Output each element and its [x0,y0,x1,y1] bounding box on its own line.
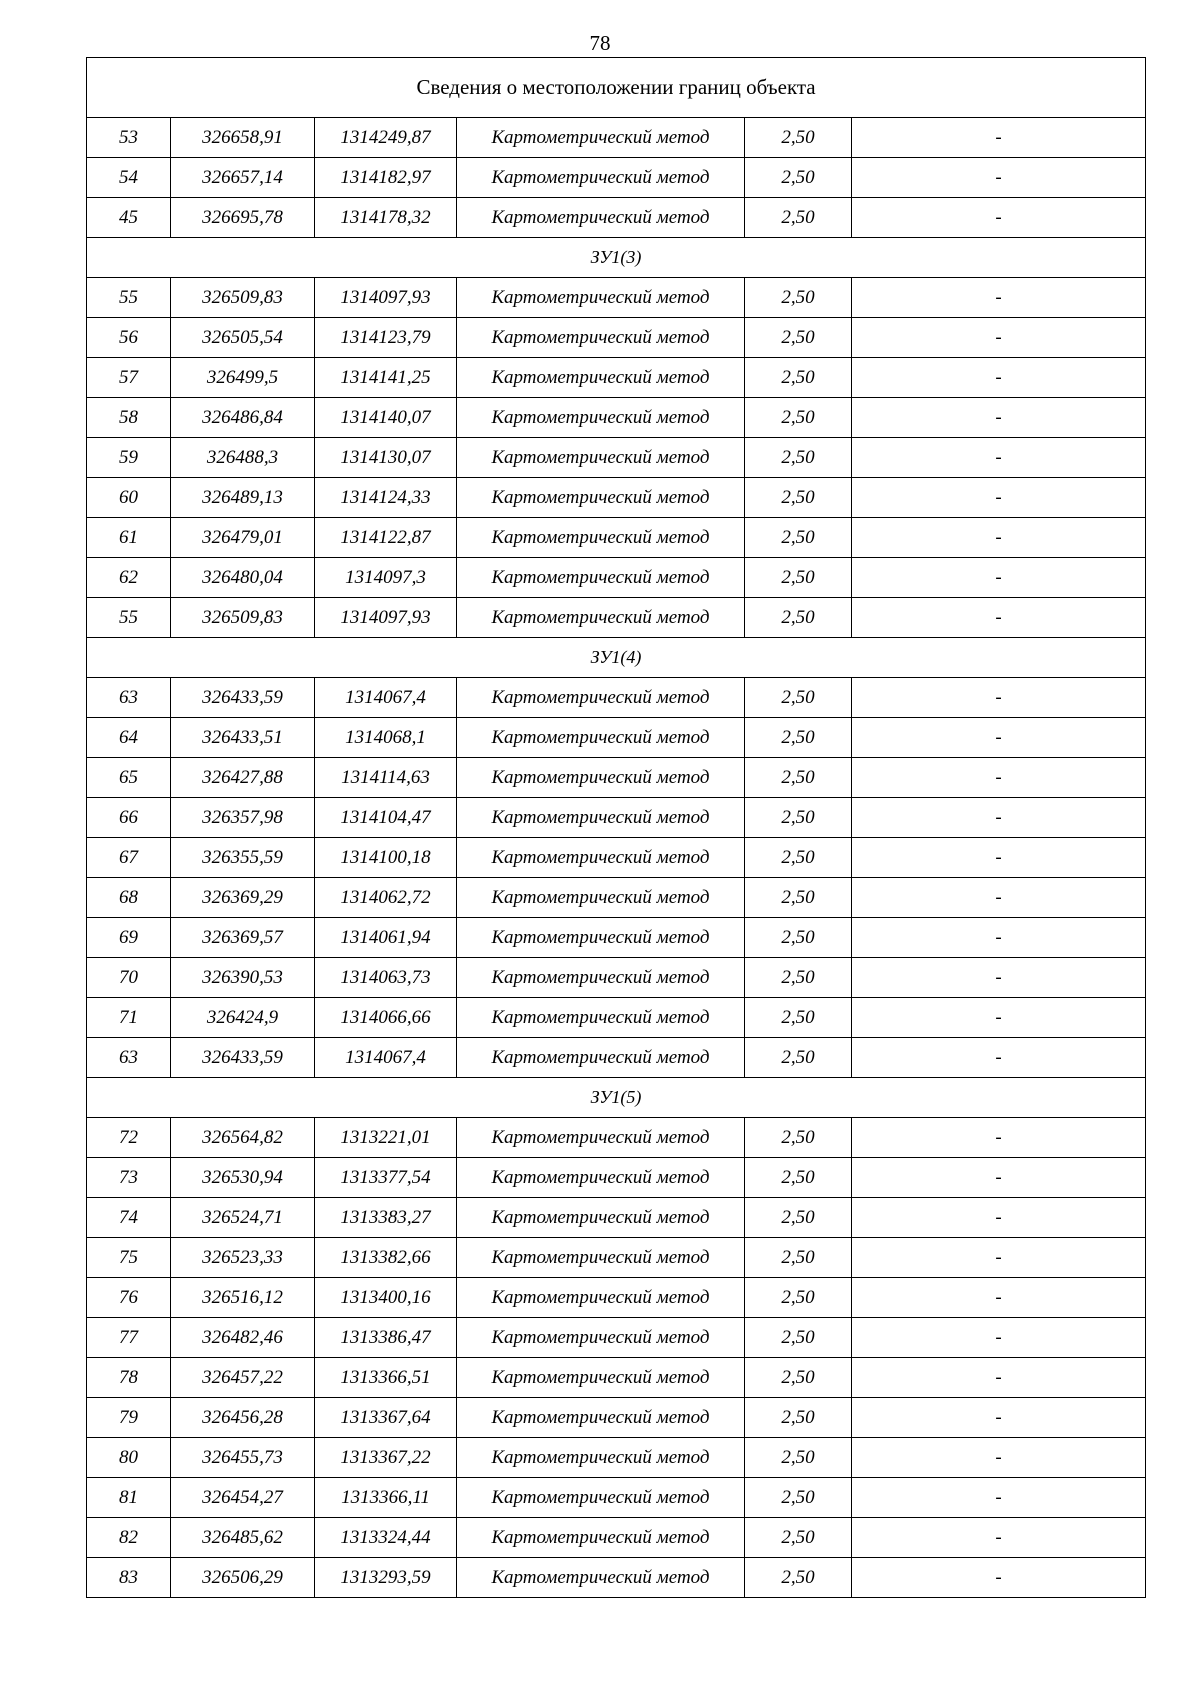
point-number-cell: 77 [87,1318,171,1358]
accuracy-cell: 2,50 [745,118,852,158]
coord-y-cell: 1313367,22 [315,1438,457,1478]
accuracy-cell: 2,50 [745,718,852,758]
method-cell: Картометрический метод [457,358,745,398]
description-cell: - [852,918,1146,958]
table-row [87,398,1146,438]
description-cell: - [852,1478,1146,1518]
point-number-cell: 66 [87,798,171,838]
table-row [87,358,1146,398]
coord-x-cell: 326390,53 [171,958,315,998]
description-cell: - [852,118,1146,158]
table-row [87,1118,1146,1158]
method-cell: Картометрический метод [457,958,745,998]
description-cell: - [852,1318,1146,1358]
coord-x-cell: 326369,57 [171,918,315,958]
coord-y-cell: 1314068,1 [315,718,457,758]
table-row [87,798,1146,838]
table-row [87,758,1146,798]
coord-x-cell: 326499,5 [171,358,315,398]
description-cell: - [852,278,1146,318]
coord-x-cell: 326433,59 [171,678,315,718]
method-cell: Картометрический метод [457,1038,745,1078]
description-cell: - [852,878,1146,918]
point-number-cell: 65 [87,758,171,798]
method-cell: Картометрический метод [457,1438,745,1478]
accuracy-cell: 2,50 [745,1398,852,1438]
table-row [87,1038,1146,1078]
table-row [87,598,1146,638]
coord-y-cell: 1314114,63 [315,758,457,798]
coord-y-cell: 1314066,66 [315,998,457,1038]
point-number-cell: 82 [87,1518,171,1558]
point-number-cell: 75 [87,1238,171,1278]
coord-y-cell: 1314123,79 [315,318,457,358]
method-cell: Картометрический метод [457,878,745,918]
method-cell: Картометрический метод [457,1198,745,1238]
table-row [87,918,1146,958]
coord-y-cell: 1313221,01 [315,1118,457,1158]
accuracy-cell: 2,50 [745,998,852,1038]
table-row [87,1158,1146,1198]
point-number-cell: 70 [87,958,171,998]
boundary-table [86,57,1146,1598]
point-number-cell: 68 [87,878,171,918]
table-row [87,1358,1146,1398]
coord-y-cell: 1314097,93 [315,598,457,638]
point-number-cell: 74 [87,1198,171,1238]
accuracy-cell: 2,50 [745,598,852,638]
table-row [87,1278,1146,1318]
method-cell: Картометрический метод [457,598,745,638]
coord-x-cell: 326357,98 [171,798,315,838]
point-number-cell: 62 [87,558,171,598]
method-cell: Картометрический метод [457,678,745,718]
coord-x-cell: 326479,01 [171,518,315,558]
method-cell: Картометрический метод [457,1238,745,1278]
method-cell: Картометрический метод [457,1158,745,1198]
coord-y-cell: 1313366,11 [315,1478,457,1518]
description-cell: - [852,1278,1146,1318]
accuracy-cell: 2,50 [745,878,852,918]
description-cell: - [852,1158,1146,1198]
method-cell: Картометрический метод [457,1358,745,1398]
accuracy-cell: 2,50 [745,318,852,358]
coord-y-cell: 1314067,4 [315,678,457,718]
table-row [87,1518,1146,1558]
accuracy-cell: 2,50 [745,958,852,998]
description-cell: - [852,1438,1146,1478]
coord-y-cell: 1314100,18 [315,838,457,878]
table-row [87,878,1146,918]
method-cell: Картометрический метод [457,198,745,238]
coord-x-cell: 326657,14 [171,158,315,198]
description-cell: - [852,558,1146,598]
point-number-cell: 79 [87,1398,171,1438]
description-cell: - [852,798,1146,838]
accuracy-cell: 2,50 [745,758,852,798]
accuracy-cell: 2,50 [745,438,852,478]
page-number: 78 [589,31,611,55]
coord-y-cell: 1314062,72 [315,878,457,918]
method-cell: Картометрический метод [457,918,745,958]
description-cell: - [852,958,1146,998]
method-cell: Картометрический метод [457,718,745,758]
coord-y-cell: 1314140,07 [315,398,457,438]
point-number-cell: 60 [87,478,171,518]
table-title: Сведения о местоположении границ объекта [87,58,1146,118]
method-cell: Картометрический метод [457,1318,745,1358]
coord-x-cell: 326530,94 [171,1158,315,1198]
table-row [87,1558,1146,1598]
description-cell: - [852,758,1146,798]
description-cell: - [852,1398,1146,1438]
point-number-cell: 80 [87,1438,171,1478]
section-row [87,238,1146,278]
coord-x-cell: 326433,59 [171,1038,315,1078]
description-cell: - [852,318,1146,358]
accuracy-cell: 2,50 [745,478,852,518]
description-cell: - [852,478,1146,518]
table-body [87,58,1146,1598]
table-row [87,118,1146,158]
method-cell: Картометрический метод [457,398,745,438]
method-cell: Картометрический метод [457,1518,745,1558]
method-cell: Картометрический метод [457,1558,745,1598]
coord-x-cell: 326456,28 [171,1398,315,1438]
coord-x-cell: 326505,54 [171,318,315,358]
table-row [87,998,1146,1038]
method-cell: Картометрический метод [457,518,745,558]
point-number-cell: 61 [87,518,171,558]
accuracy-cell: 2,50 [745,1358,852,1398]
description-cell: - [852,1038,1146,1078]
coord-x-cell: 326516,12 [171,1278,315,1318]
coord-y-cell: 1313377,54 [315,1158,457,1198]
description-cell: - [852,678,1146,718]
method-cell: Картометрический метод [457,478,745,518]
point-number-cell: 72 [87,1118,171,1158]
method-cell: Картометрический метод [457,798,745,838]
table-title-row [87,58,1146,118]
accuracy-cell: 2,50 [745,1158,852,1198]
description-cell: - [852,838,1146,878]
description-cell: - [852,438,1146,478]
table-row [87,478,1146,518]
point-number-cell: 63 [87,678,171,718]
point-number-cell: 53 [87,118,171,158]
method-cell: Картометрический метод [457,1478,745,1518]
accuracy-cell: 2,50 [745,1038,852,1078]
coord-x-cell: 326369,29 [171,878,315,918]
coord-x-cell: 326509,83 [171,278,315,318]
coord-y-cell: 1314067,4 [315,1038,457,1078]
description-cell: - [852,598,1146,638]
description-cell: - [852,998,1146,1038]
section-label: ЗУ1(4) [87,638,1146,678]
method-cell: Картометрический метод [457,1118,745,1158]
table-row [87,678,1146,718]
table-row [87,1318,1146,1358]
description-cell: - [852,398,1146,438]
method-cell: Картометрический метод [457,998,745,1038]
method-cell: Картометрический метод [457,438,745,478]
section-row [87,638,1146,678]
description-cell: - [852,1558,1146,1598]
coord-x-cell: 326457,22 [171,1358,315,1398]
coord-x-cell: 326489,13 [171,478,315,518]
description-cell: - [852,1118,1146,1158]
coord-y-cell: 1313293,59 [315,1558,457,1598]
accuracy-cell: 2,50 [745,1518,852,1558]
coord-y-cell: 1314097,93 [315,278,457,318]
point-number-cell: 67 [87,838,171,878]
table-row [87,278,1146,318]
coord-x-cell: 326433,51 [171,718,315,758]
method-cell: Картометрический метод [457,558,745,598]
table-row [87,198,1146,238]
point-number-cell: 69 [87,918,171,958]
coord-y-cell: 1314130,07 [315,438,457,478]
point-number-cell: 58 [87,398,171,438]
table-row [87,438,1146,478]
table-row [87,518,1146,558]
description-cell: - [852,718,1146,758]
accuracy-cell: 2,50 [745,1118,852,1158]
table-row [87,1238,1146,1278]
coord-x-cell: 326454,27 [171,1478,315,1518]
point-number-cell: 55 [87,278,171,318]
point-number-cell: 54 [87,158,171,198]
coord-x-cell: 326486,84 [171,398,315,438]
coord-x-cell: 326506,29 [171,1558,315,1598]
coord-y-cell: 1314097,3 [315,558,457,598]
description-cell: - [852,158,1146,198]
accuracy-cell: 2,50 [745,678,852,718]
description-cell: - [852,1518,1146,1558]
accuracy-cell: 2,50 [745,1278,852,1318]
coord-y-cell: 1314178,32 [315,198,457,238]
coord-x-cell: 326658,91 [171,118,315,158]
method-cell: Картометрический метод [457,318,745,358]
section-label: ЗУ1(3) [87,238,1146,278]
table-row [87,1198,1146,1238]
section-label: ЗУ1(5) [87,1078,1146,1118]
point-number-cell: 83 [87,1558,171,1598]
accuracy-cell: 2,50 [745,918,852,958]
coord-x-cell: 326488,3 [171,438,315,478]
coord-x-cell: 326482,46 [171,1318,315,1358]
coord-x-cell: 326564,82 [171,1118,315,1158]
coord-y-cell: 1314061,94 [315,918,457,958]
point-number-cell: 76 [87,1278,171,1318]
coord-y-cell: 1314104,47 [315,798,457,838]
coord-x-cell: 326485,62 [171,1518,315,1558]
table-row [87,158,1146,198]
point-number-cell: 57 [87,358,171,398]
description-cell: - [852,358,1146,398]
coord-y-cell: 1313366,51 [315,1358,457,1398]
accuracy-cell: 2,50 [745,518,852,558]
table-row [87,838,1146,878]
coord-y-cell: 1314124,33 [315,478,457,518]
accuracy-cell: 2,50 [745,1198,852,1238]
coord-x-cell: 326427,88 [171,758,315,798]
coord-y-cell: 1313382,66 [315,1238,457,1278]
method-cell: Картометрический метод [457,158,745,198]
coord-x-cell: 326480,04 [171,558,315,598]
point-number-cell: 63 [87,1038,171,1078]
method-cell: Картометрический метод [457,1278,745,1318]
method-cell: Картометрический метод [457,838,745,878]
coord-x-cell: 326424,9 [171,998,315,1038]
table-row [87,1398,1146,1438]
table-row [87,718,1146,758]
method-cell: Картометрический метод [457,118,745,158]
point-number-cell: 59 [87,438,171,478]
coord-x-cell: 326355,59 [171,838,315,878]
method-cell: Картометрический метод [457,758,745,798]
point-number-cell: 73 [87,1158,171,1198]
table-row [87,1438,1146,1478]
coord-x-cell: 326523,33 [171,1238,315,1278]
accuracy-cell: 2,50 [745,798,852,838]
accuracy-cell: 2,50 [745,1318,852,1358]
point-number-cell: 56 [87,318,171,358]
section-row [87,1078,1146,1118]
accuracy-cell: 2,50 [745,358,852,398]
accuracy-cell: 2,50 [745,278,852,318]
coord-y-cell: 1313367,64 [315,1398,457,1438]
coord-x-cell: 326509,83 [171,598,315,638]
point-number-cell: 55 [87,598,171,638]
description-cell: - [852,1358,1146,1398]
coord-y-cell: 1313400,16 [315,1278,457,1318]
accuracy-cell: 2,50 [745,558,852,598]
point-number-cell: 71 [87,998,171,1038]
coord-x-cell: 326524,71 [171,1198,315,1238]
accuracy-cell: 2,50 [745,158,852,198]
table-row [87,958,1146,998]
point-number-cell: 81 [87,1478,171,1518]
table-row [87,318,1146,358]
point-number-cell: 78 [87,1358,171,1398]
accuracy-cell: 2,50 [745,1558,852,1598]
table-row [87,1478,1146,1518]
description-cell: - [852,198,1146,238]
coord-y-cell: 1314141,25 [315,358,457,398]
coord-x-cell: 326695,78 [171,198,315,238]
accuracy-cell: 2,50 [745,1238,852,1278]
coord-y-cell: 1314063,73 [315,958,457,998]
description-cell: - [852,518,1146,558]
point-number-cell: 64 [87,718,171,758]
description-cell: - [852,1238,1146,1278]
description-cell: - [852,1198,1146,1238]
coord-y-cell: 1313386,47 [315,1318,457,1358]
coord-y-cell: 1314182,97 [315,158,457,198]
coord-y-cell: 1313324,44 [315,1518,457,1558]
point-number-cell: 45 [87,198,171,238]
coord-y-cell: 1314249,87 [315,118,457,158]
method-cell: Картометрический метод [457,278,745,318]
accuracy-cell: 2,50 [745,838,852,878]
coord-x-cell: 326455,73 [171,1438,315,1478]
coord-y-cell: 1314122,87 [315,518,457,558]
accuracy-cell: 2,50 [745,198,852,238]
accuracy-cell: 2,50 [745,1438,852,1478]
accuracy-cell: 2,50 [745,398,852,438]
accuracy-cell: 2,50 [745,1478,852,1518]
coord-y-cell: 1313383,27 [315,1198,457,1238]
method-cell: Картометрический метод [457,1398,745,1438]
table-row [87,558,1146,598]
